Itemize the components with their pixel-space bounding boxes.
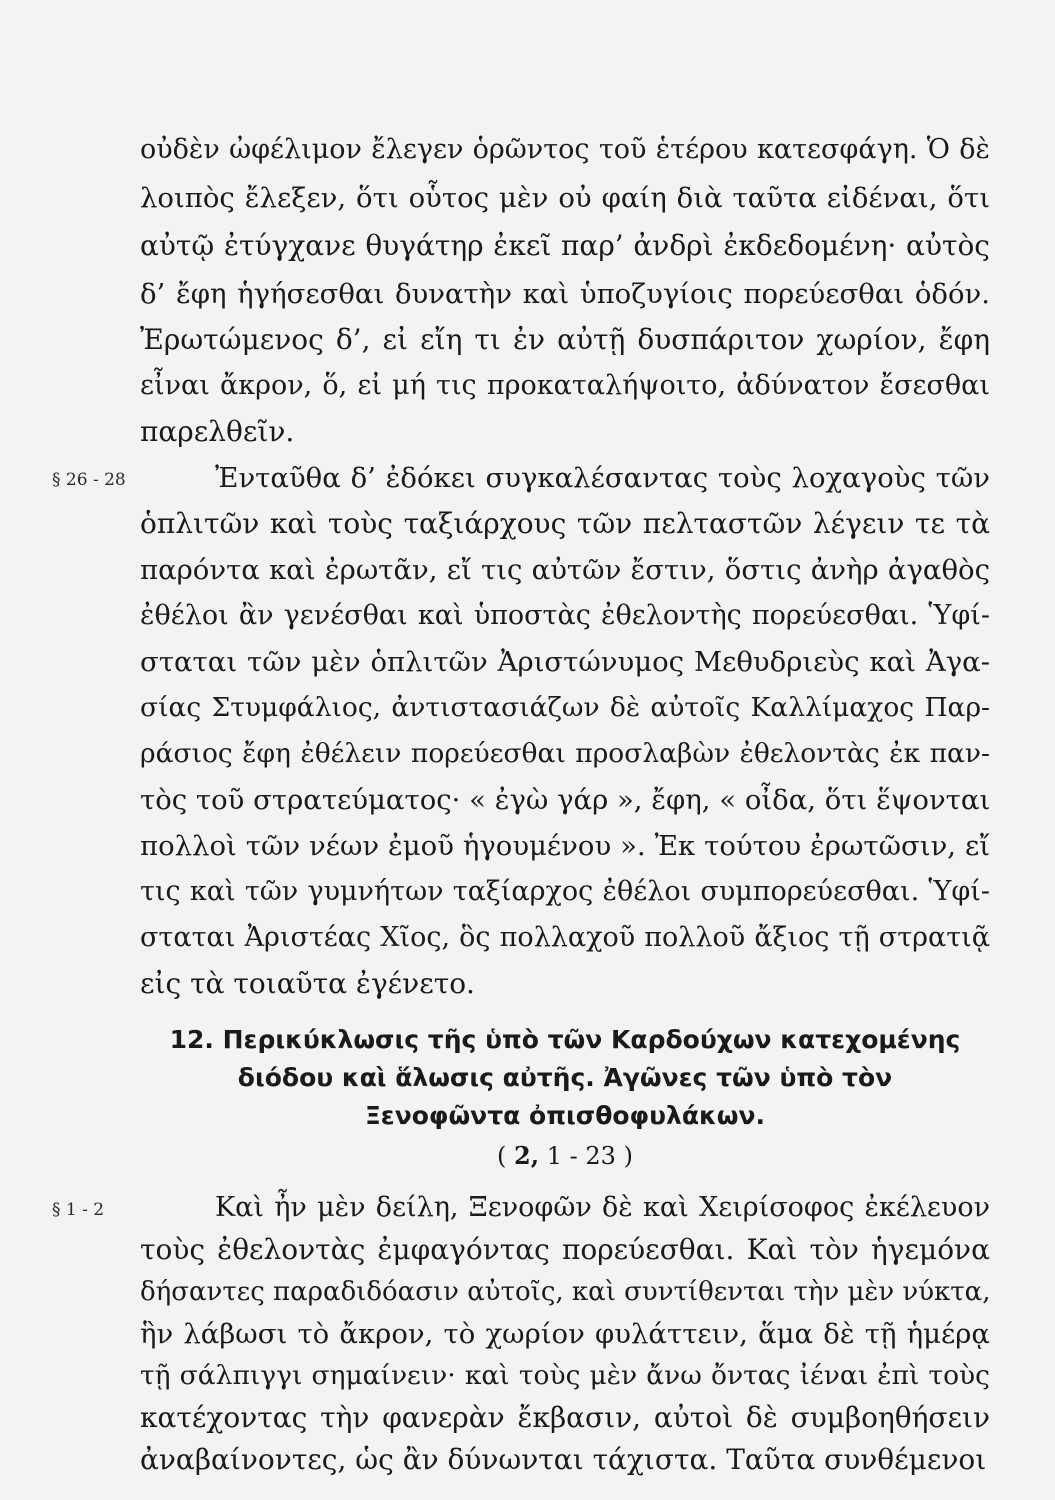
text-line: τῇ σάλπιγγι σημαίνειν· καὶ τοὺς μὲν ἄνω ὄντας ἰέναι ἐπὶ τοὺς: [140, 1360, 990, 1391]
text-line: λοιπὸς ἔλεξεν, ὅτι οὗτος μὲν οὐ φαίη διὰ ταῦτα εἰδέναι, ὅτι: [140, 182, 990, 214]
reference-close-paren: ): [623, 1142, 633, 1170]
heading-line: 12. Περικύκλωσις τῆς ὑπὸ τῶν Καρδούχων κατεχομένης: [169, 1025, 961, 1054]
text-line: παρελθεῖν.: [140, 415, 295, 448]
text-line: τις καὶ τῶν γυμνήτων ταξίαρχος ἐθέλοι συμπορεύεσθαι. Ὑφί-: [140, 876, 990, 907]
heading-line: διόδου καὶ ἅλωσις αὐτῆς. Ἀγῶνες τῶν ὑπὸ τὸν: [237, 1063, 893, 1092]
reference-range: 1 - 23: [546, 1142, 616, 1170]
heading-line: Ξενοφῶντα ὀπισθοφυλάκων.: [364, 1101, 766, 1130]
text-line: εἶναι ἄκρον, ὅ, εἰ μή τις προκαταλήψοιτο, ἀδύνατον ἔσεσθαι: [140, 370, 990, 401]
margin-section-reference: § 1 - 2: [52, 1200, 105, 1220]
text-line: κατέχοντας τὴν φανερὰν ἔκβασιν, αὐτοὶ δὲ συμβοηθήσειν: [140, 1401, 990, 1434]
text-line: Καὶ ἦν μὲν δείλη, Ξενοφῶν δὲ καὶ Χειρίσοφος ἐκέλευον: [215, 1192, 990, 1223]
text-line: παρόντα καὶ ἐρωτᾶν, εἴ τις αὐτῶν ἔστιν, ὅστις ἀνὴρ ἀγαθὸς: [140, 554, 990, 586]
reference-book: 2,: [514, 1141, 540, 1170]
text-line: ἣν λάβωσι τὸ ἄκρον, τὸ χωρίον φυλάττειν, ἅμα δὲ τῇ ἡμέρᾳ: [140, 1318, 990, 1350]
margin-section-reference: § 26 - 28: [52, 470, 126, 490]
reference-open-paren: (: [497, 1142, 507, 1170]
text-line: Ἐρωτώμενος δ’, εἰ εἴη τι ἐν αὐτῇ δυσπάριτον χωρίον, ἔφη: [140, 323, 990, 356]
text-line: ὁπλιτῶν καὶ τοὺς ταξιάρχους τῶν πελταστῶν λέγειν τε τὰ: [140, 507, 990, 540]
text-line: σίας Στυμφάλιος, ἀντιστασιάζων δὲ αὐτοῖς Καλλίμαχος Παρ-: [140, 692, 990, 723]
text-line: ἀναβαίνοντες, ὡς ἂν δύνωνται τάχιστα. Ταῦτα συνθέμενοι: [140, 1443, 987, 1476]
text-line: δ’ ἔφη ἡγήσεσθαι δυνατὴν καὶ ὑποζυγίοις πορεύεσθαι ὁδόν.: [140, 278, 990, 310]
text-line: ράσιος ἔφη ἐθέλειν πορεύεσθαι προσλαβὼν ἐθελοντὰς ἐκ παν-: [140, 738, 990, 769]
text-line: πολλοὶ τῶν νέων ἐμοῦ ἡγουμένου ». Ἐκ τούτου ἐρωτῶσιν, εἴ: [140, 830, 990, 862]
text-line: τοὺς ἐθελοντὰς ἐμφαγόντας πορεύεσθαι. Καὶ τὸν ἡγεμόνα: [140, 1233, 990, 1266]
text-line: σταται τῶν μὲν ὁπλιτῶν Ἀριστώνυμος Μεθυδριεὺς καὶ Ἀγα-: [140, 646, 990, 678]
text-line: δήσαντες παραδιδόασιν αὐτοῖς, καὶ συντίθενται τὴν μὲν νύκτα,: [140, 1277, 991, 1307]
text-line: αὐτῷ ἐτύγχανε θυγάτηρ ἐκεῖ παρ’ ἀνδρὶ ἐκδεδομένη· αὐτὸς: [140, 229, 990, 262]
text-line: οὐδὲν ὠφέλιμον ἔλεγεν ὁρῶντος τοῦ ἑτέρου κατεσφάγη. Ὁ δὲ: [140, 134, 990, 165]
text-line: ἐθέλοι ἂν γενέσθαι καὶ ὑποστὰς ἐθελοντὴς πορεύεσθαι. Ὑφί-: [140, 600, 990, 631]
heading-reference: [140, 1138, 990, 1174]
text-line: σταται Ἀριστέας Χῖος, ὃς πολλαχοῦ πολλοῦ ἄξιος τῇ στρατιᾷ: [140, 922, 990, 953]
text-line: εἰς τὰ τοιαῦτα ἐγένετο.: [140, 967, 475, 1000]
text-line: Ἐνταῦθα δ’ ἐδόκει συγκαλέσαντας τοὺς λοχαγοὺς τῶν: [215, 462, 990, 494]
text-line: τὸς τοῦ στρατεύματος· « ἐγὼ γάρ », ἔφη, « οἶδα, ὅτι ἕψονται: [140, 784, 991, 816]
